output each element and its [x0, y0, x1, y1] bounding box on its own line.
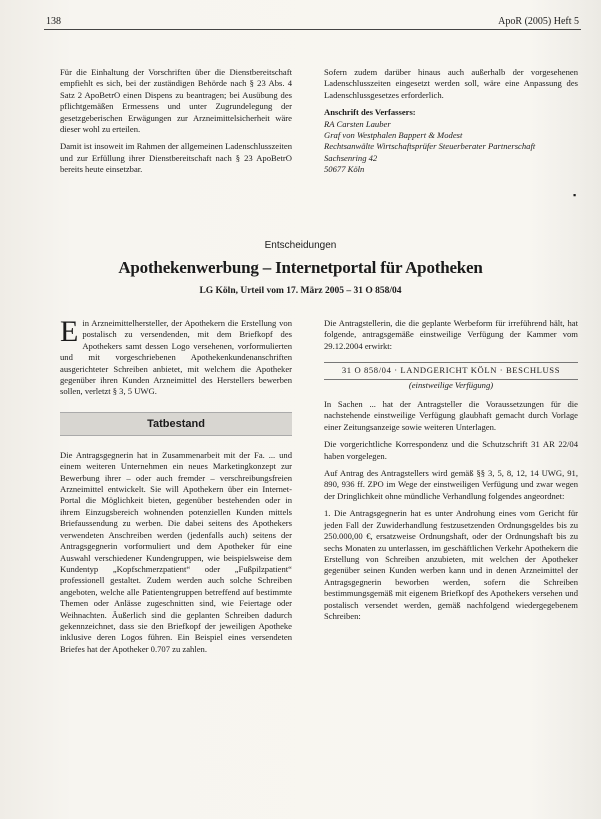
author-line: RA Carsten Lauber [324, 118, 391, 129]
end-bullet: ▪ [573, 190, 577, 200]
paragraph: 1. Die Antragsgegnerin hat es unter Androhung eines vom Gericht für jeden Fall der Zuwiderhandlung festzusetzenden Ordnungsgeldes bis zu 250.000,00 €, ersatzweise Ordnungshaft, oder der Ordnungshaft bis zu sechs Monaten zu unterlassen, im geschäftlichen Verkehr Apothekern die Erstellung von Schreiben anzubieten, mit welchen der Apotheker gegenüber seinen Kunden werben kann und in denen Arzneimittel der Antragsgegnerin beworben werden, sofern die Schreiben bestimmungsgemäß mit eigenem Briefkopf des Apothekers versehen und postalisch versendet werden, gemäß nachfolgend wiedergegebenem Schreiben: [324, 508, 578, 621]
lead-text: in Arzneimittelhersteller, der Apothekern die Erstellung von postalisch zu versendenden, mit dem Briefkopf des Apothekers samt dessen Logo versehenen, vorformulierten und mit vorgeschriebenen Apothekenkundenanschriften ausgerichteter Schreiben anbietet, mit welchem die Apotheker gegenüber ihren Kunden Arzneimittel des Herstellers bewerben sollen, verletzt § 3, 5 UWG. [60, 318, 292, 397]
paragraph: Für die Einhaltung der Vorschriften über die Dienstbereitschaft empfiehlt es sich, bei der zuständigen Behörde nach § 23 Abs. 4 Satz 2 ApoBetrO einen Dispens zu beantragen; bei Ausübung des pflichtgemäßen Ermessens und unter Zugrundelegung der gesetzgeberischen Erwägungen zur Arzneimittelsicherheit wäre dieser wohl zu erteilen. [60, 67, 292, 135]
tatbestand-heading: Tatbestand [60, 412, 292, 436]
top-left-column [60, 67, 292, 182]
paragraph: Die Antragstellerin, die die geplante Werbeform für irreführend hält, hat folgende, antragsgemäße einstweilige Verfügung der Kammer vom 29.12.2004 erwirkt: [324, 318, 578, 351]
lead-paragraph [60, 315, 292, 398]
author-heading: Anschrift des Verfassers: [324, 107, 416, 118]
paragraph: Sofern zudem darüber hinaus auch außerhalb der vorgesehenen Ladenschlusszeiten eingesetzt werden soll, wäre eine Anpassung des Ladenschlussgesetzes erforderlich. [324, 67, 578, 100]
journal-header: ApoR (2005) Heft 5 [498, 16, 579, 27]
top-right-column [324, 67, 578, 176]
paragraph: Die vorgerichtliche Korrespondenz und die Schutzschrift 31 AR 22/04 haben vorgelegen. [324, 439, 578, 461]
article-title: Apothekenwerbung – Internetportal für Apotheken [118, 258, 483, 277]
author-line: Sachsenring 42 [324, 152, 378, 163]
page-number: 138 [46, 16, 61, 27]
right-body-column [324, 318, 578, 628]
paragraph: Auf Antrag des Antragstellers wird gemäß §§ 3, 5, 8, 12, 14 UWG, 91, 890, 936 ff. ZPO im Wege der einstweiligen Verfügung und zwar wegen der Dringlichkeit ohne mündliche Verhandlung folgendes angeordnet: [324, 468, 578, 501]
section-kicker: Entscheidungen [264, 240, 337, 251]
article-subtitle: LG Köln, Urteil vom 17. März 2005 – 31 O 858/04 [199, 286, 402, 296]
author-line: Rechtsanwälte Wirtschaftsprüfer Steuerberater Partnerschaft [324, 141, 536, 152]
court-heading: 31 O 858/04 · LANDGERICHT KÖLN · BESCHLUSS [324, 362, 578, 379]
paragraph: In Sachen ... hat der Antragsteller die Voraussetzungen für die nachstehende einstweilige Verfügung glaubhaft gemacht durch Vorlage einer Zeitungsanzeige sowie weiteren Unterlagen. [324, 399, 578, 432]
header-rule [44, 29, 581, 30]
court-subheading: (einstweilige Verfügung) [408, 379, 494, 390]
author-line: 50677 Köln [324, 164, 365, 175]
paragraph: Damit ist insoweit im Rahmen der allgemeinen Ladenschlusszeiten und zur Erfüllung ihrer Dienstbereitschaft nach § 23 ApoBetrO bereits heute einsetzbar. [60, 141, 292, 175]
author-line: Graf von Westphalen Bappert & Modest [324, 130, 463, 141]
left-body-column [60, 315, 292, 661]
paragraph: Die Antragsgegnerin hat in Zusammenarbeit mit der Fa. ... und einem weiteren Unternehmen ein neues Marketingkonzept zur Bewerbung ihrer – oder auch fremder – verschreibungsfreien Arzneimittel entwickelt. Sie will Apothekern über ein Internet-Portal die Möglichkeit bieten, gegenüber bestehenden oder in ihrem Einzugsbereich wohnenden potenziellen Kunden mittels Briefaussendung zu werben. Die dabei seitens des Apothekers verwendeten Anschreiben werden (jedenfalls auch) seitens der Antragsgegnerin vorformuliert und dem Apotheker für eine Auswahl verschiedener Kundengruppen, wie beispielsweise dem Kundentyp „Kopfschmerzpatient“ oder „Fußpilzpatient“ professionell gestaltet. Zudem werden auch solche Schreiben angeboten, welche alle Patientengruppen betreffend auf bestimmte Themen oder Anlässe zugeschnitten sind, wie Feiertage oder Weihnachten. Äußerlich sind die geplanten Schreiben dadurch gekennzeichnet, dass sie den Briefkopf der jeweiligen Apotheke inklusive deren Logos führen. Ein Beispiel eines versendeten Briefes hat der Apotheker 0.707 zu zahlen. [60, 449, 292, 654]
drop-cap: E [60, 315, 79, 348]
